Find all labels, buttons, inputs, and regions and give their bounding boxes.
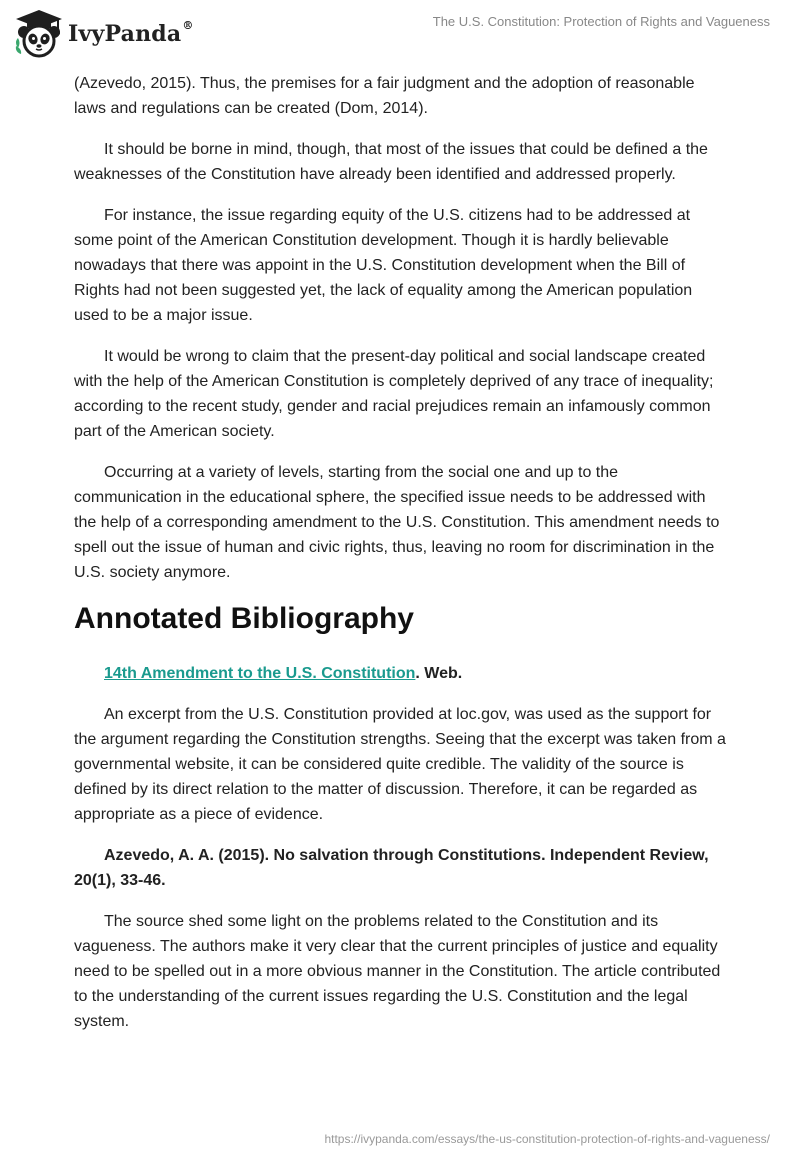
panda-graduate-icon xyxy=(12,8,66,60)
bibliography-annotation: The source shed some light on the problems related to the Constitution and its vagueness. The authors make it very clear that the current principles of justice and equality need to be spelled out in a more obvious manner in the Constitution. The article contributed to the understanding of the current issues regarding the U.S. Constitution and the legal system. xyxy=(74,913,721,1030)
essay-paragraph: It should be borne in mind, though, that most of the issues that could be defined a the weaknesses of the Constitution have already been identified and addressed properly. xyxy=(74,141,708,183)
essay-paragraph: (Azevedo, 2015). Thus, the premises for a fair judgment and the adoption of reasonable laws and regulations can be created (Dom, 2014). xyxy=(74,75,695,117)
essay-content xyxy=(74,71,726,1050)
document-title: The U.S. Constitution: Protection of Rights and Vagueness xyxy=(432,14,770,29)
essay-paragraph: For instance, the issue regarding equity of the U.S. citizens had to be addressed at some point of the American Constitution development. Though it is hardly believable nowadays that there was appoint in the U.S. Constitution development when the Bill of Rights had not been suggested yet, the lack of equality among the American population used to be a major issue. xyxy=(74,207,693,324)
reference-link[interactable]: 14th Amendment to the U.S. Constitution xyxy=(104,665,416,682)
page-header xyxy=(0,0,800,70)
bibliography-reference xyxy=(74,661,726,686)
source-url[interactable]: https://ivypanda.com/essays/the-us-constitution-protection-of-rights-and-vagueness/ xyxy=(324,1132,770,1146)
reference-suffix: . Web. xyxy=(415,665,463,682)
bibliography-reference: Azevedo, A. A. (2015). No salvation through Constitutions. Independent Review, 20(1), 33-46. xyxy=(74,847,709,889)
bibliography-heading: Annotated Bibliography xyxy=(74,602,414,635)
essay-paragraph: It would be wrong to claim that the present-day political and social landscape created with the help of the American Constitution is completely deprived of any trace of inequality; according to the recent study, gender and racial prejudices remain an infamously common part of the American society. xyxy=(74,348,714,440)
brand-name: IvyPanda® xyxy=(68,19,194,47)
ivypanda-logo[interactable] xyxy=(12,8,194,60)
bibliography-annotation: An excerpt from the U.S. Constitution provided at loc.gov, was used as the support for the argument regarding the Constitution strengths. Seeing that the excerpt was taken from a governmental website, it can be considered quite credible. The validity of the source is defined by its direct relation to the matter of discussion. Therefore, it can be regarded as appropriate as a piece of evidence. xyxy=(74,706,726,823)
essay-paragraph: Occurring at a variety of levels, starting from the social one and up to the communication in the educational sphere, the specified issue needs to be addressed with the help of a corresponding amendment to the U.S. Constitution. This amendment needs to spell out the issue of human and civic rights, thus, leaving no room for discrimination in the U.S. society anymore. xyxy=(74,464,720,581)
